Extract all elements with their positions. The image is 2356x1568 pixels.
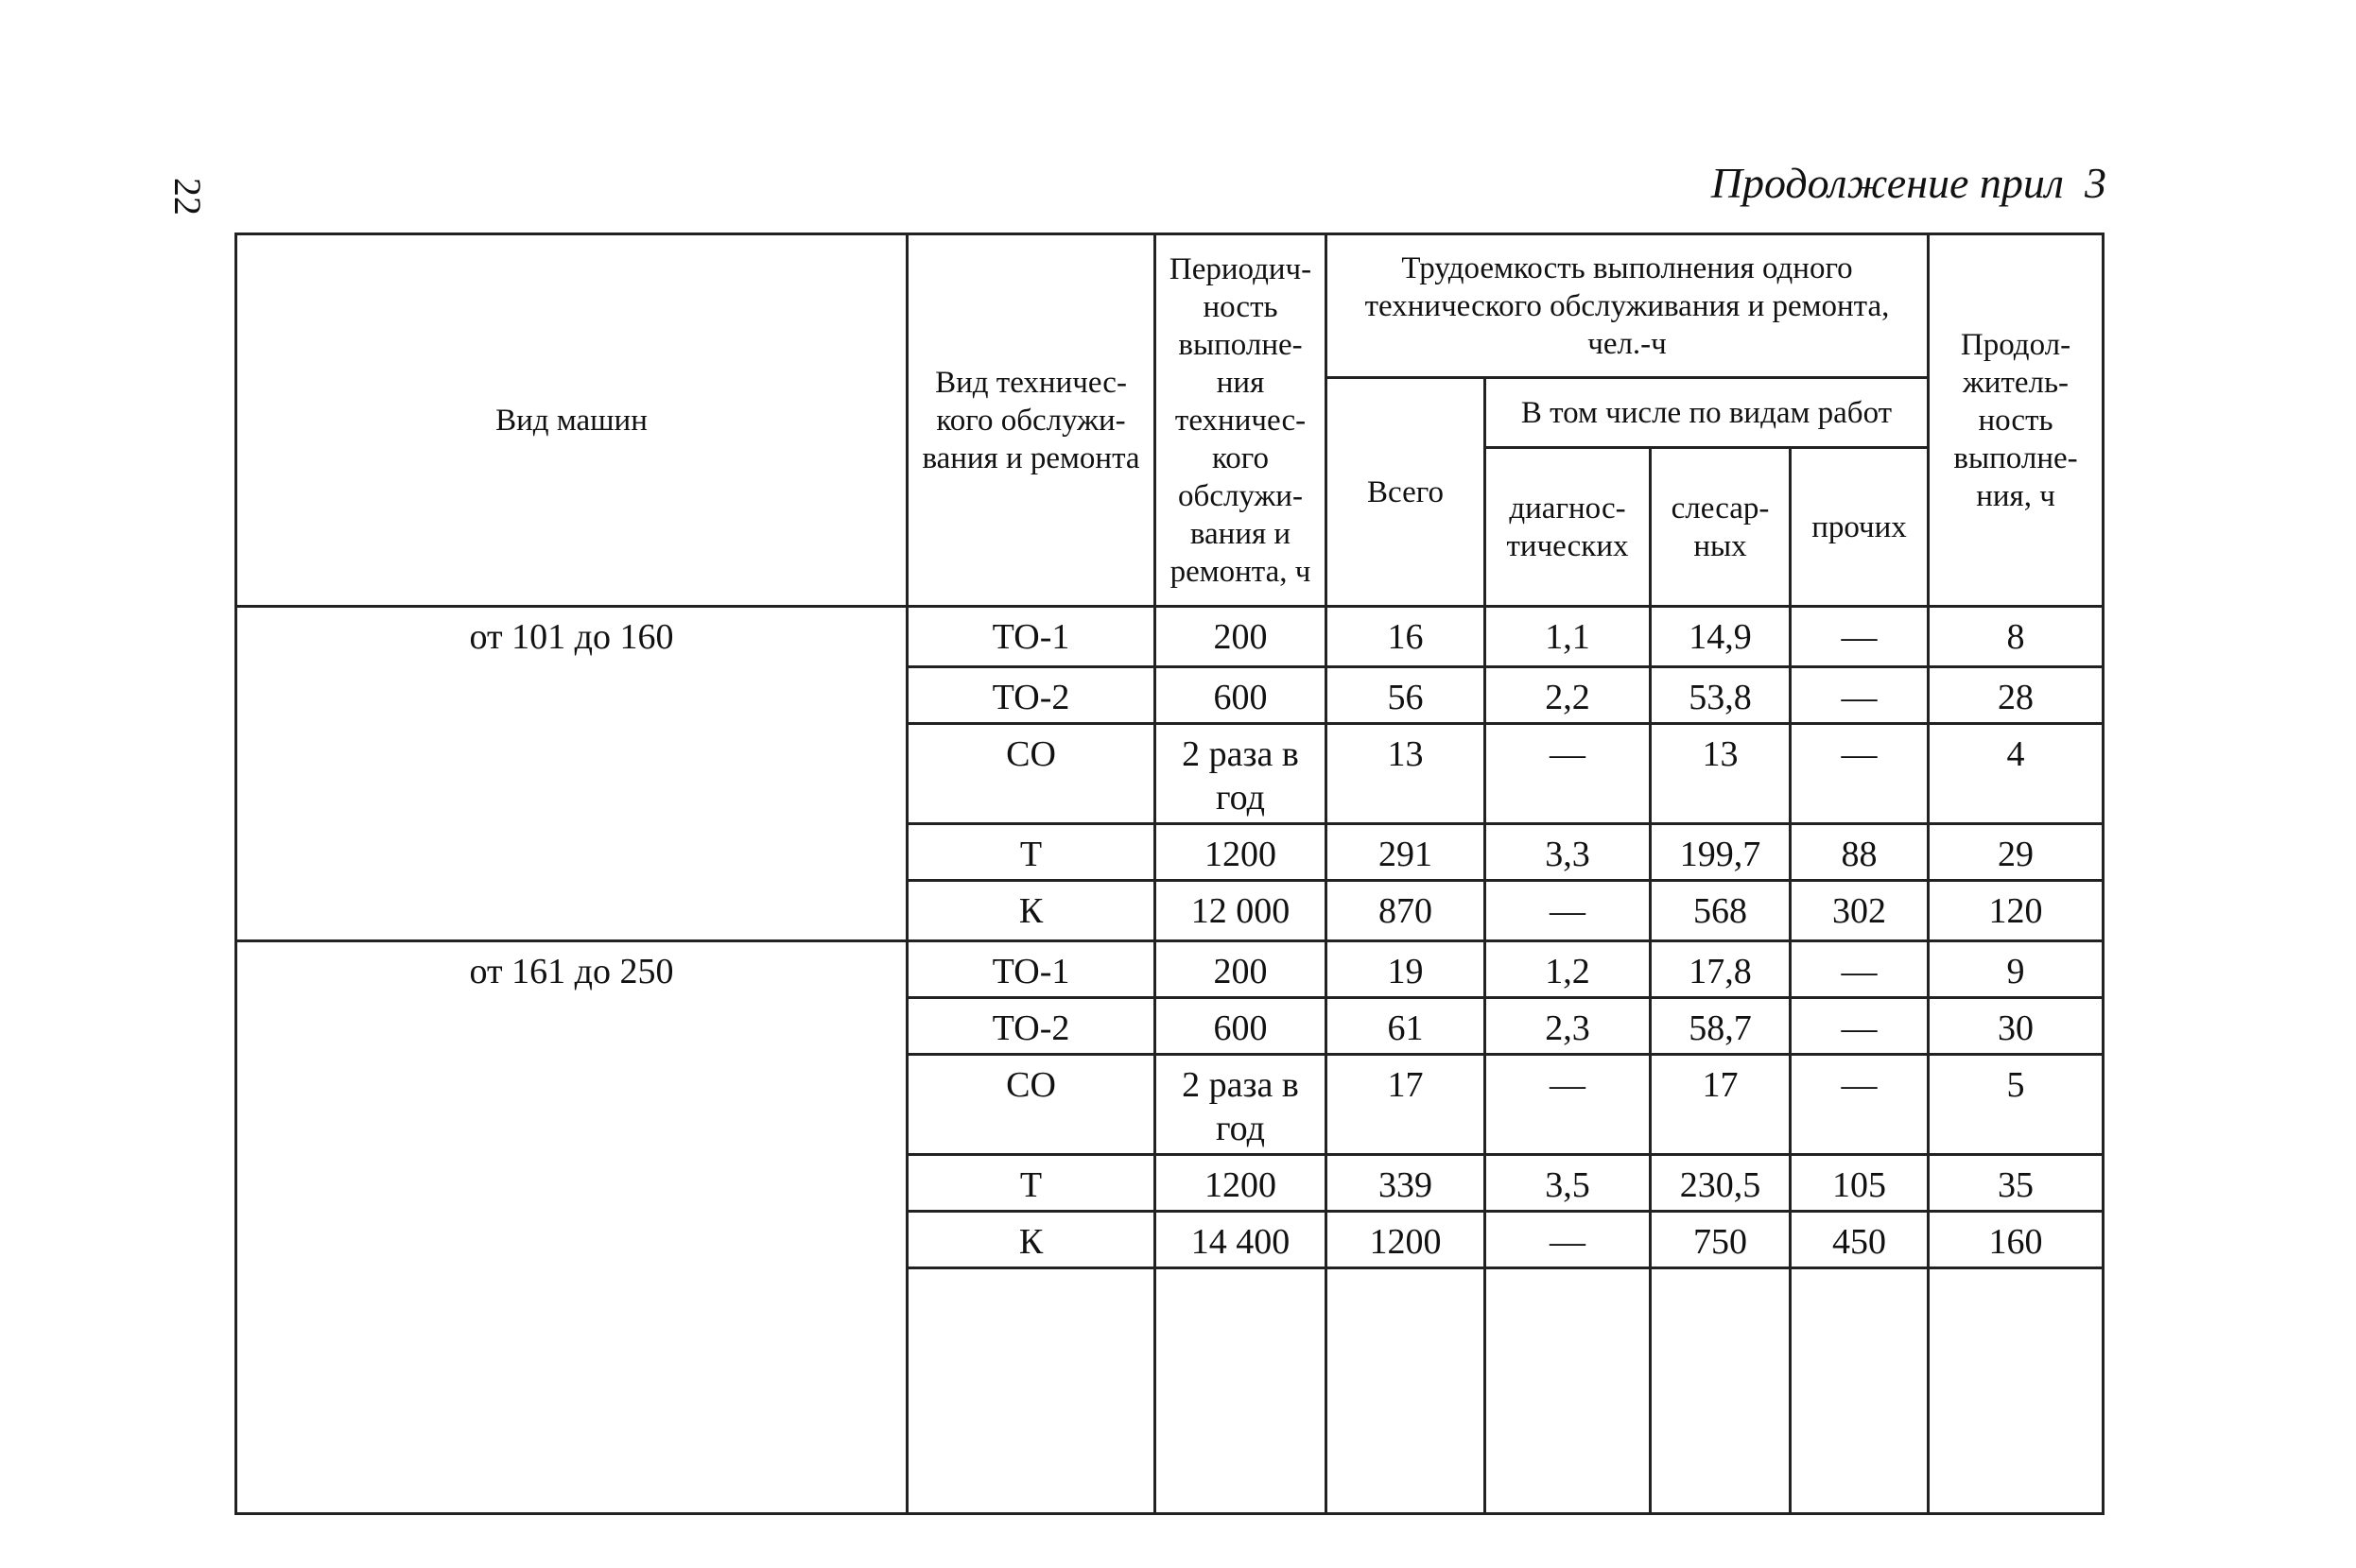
- header-periodicity: Периодич-ность выполне-ния техничес-кого обслужи-вания и ремонта, ч: [1155, 234, 1326, 607]
- locksmith-cell: 230,5: [1651, 1155, 1791, 1212]
- periodicity-cell: 600: [1155, 998, 1326, 1055]
- periodicity-cell: 2 раза в год: [1155, 724, 1326, 824]
- locksmith-cell: 13: [1651, 724, 1791, 824]
- locksmith-cell: 568: [1651, 881, 1791, 941]
- diagnostic-cell: 2,3: [1485, 998, 1651, 1055]
- periodicity-cell: 14 400: [1155, 1212, 1326, 1268]
- other-cell: 302: [1791, 881, 1929, 941]
- diagnostic-cell: —: [1485, 881, 1651, 941]
- diagnostic-cell: 1,2: [1485, 941, 1651, 998]
- locksmith-cell: 58,7: [1651, 998, 1791, 1055]
- header-diagnostic: диагнос-тических: [1485, 448, 1651, 607]
- total-cell: 19: [1326, 941, 1485, 998]
- other-cell: —: [1791, 607, 1929, 667]
- header-service-type: Вид техничес-кого обслужи-вания и ремонта: [908, 234, 1155, 607]
- table-row: [236, 607, 2104, 667]
- total-cell: 61: [1326, 998, 1485, 1055]
- duration-cell: 29: [1929, 824, 2104, 881]
- periodicity-cell: 1200: [1155, 1155, 1326, 1212]
- duration-cell: 9: [1929, 941, 2104, 998]
- service-cell: ТО-2: [908, 667, 1155, 724]
- other-cell: 450: [1791, 1212, 1929, 1268]
- running-head: [1711, 155, 2106, 212]
- other-cell: 88: [1791, 824, 1929, 881]
- total-cell: 13: [1326, 724, 1485, 824]
- other-cell: —: [1791, 667, 1929, 724]
- total-cell: 56: [1326, 667, 1485, 724]
- diagnostic-cell: 3,3: [1485, 824, 1651, 881]
- service-cell: СО: [908, 1055, 1155, 1155]
- other-cell: 105: [1791, 1155, 1929, 1212]
- table-row: [236, 941, 2104, 998]
- header-total: Всего: [1326, 378, 1485, 607]
- running-head-text: Продолжение прил: [1710, 159, 2064, 207]
- maintenance-table: [234, 233, 2105, 1515]
- service-cell: К: [908, 881, 1155, 941]
- empty-cell: [1326, 1268, 1485, 1514]
- duration-cell: 35: [1929, 1155, 2104, 1212]
- diagnostic-cell: —: [1485, 1212, 1651, 1268]
- service-cell: Т: [908, 1155, 1155, 1212]
- duration-cell: 30: [1929, 998, 2104, 1055]
- duration-cell: 28: [1929, 667, 2104, 724]
- empty-cell: [1485, 1268, 1651, 1514]
- machine-type-cell: от 101 до 160: [236, 607, 908, 941]
- locksmith-cell: 199,7: [1651, 824, 1791, 881]
- empty-cell: [1929, 1268, 2104, 1514]
- duration-cell: 4: [1929, 724, 2104, 824]
- duration-cell: 120: [1929, 881, 2104, 941]
- locksmith-cell: 750: [1651, 1212, 1791, 1268]
- periodicity-cell: 200: [1155, 607, 1326, 667]
- periodicity-cell: 1200: [1155, 824, 1326, 881]
- locksmith-cell: 53,8: [1651, 667, 1791, 724]
- running-head-number: 3: [2085, 159, 2106, 207]
- header-locksmith: слесар-ных: [1651, 448, 1791, 607]
- total-cell: 339: [1326, 1155, 1485, 1212]
- header-subgroup: В том числе по видам работ: [1485, 378, 1929, 448]
- header-labor-group: Трудоемкость выполнения одного технического обслуживания и ремонта, чел.-ч: [1326, 234, 1929, 378]
- other-cell: —: [1791, 941, 1929, 998]
- duration-cell: 8: [1929, 607, 2104, 667]
- diagnostic-cell: 1,1: [1485, 607, 1651, 667]
- empty-cell: [908, 1268, 1155, 1514]
- diagnostic-cell: —: [1485, 1055, 1651, 1155]
- duration-cell: 160: [1929, 1212, 2104, 1268]
- periodicity-cell: 2 раза в год: [1155, 1055, 1326, 1155]
- diagnostic-cell: 2,2: [1485, 667, 1651, 724]
- locksmith-cell: 17: [1651, 1055, 1791, 1155]
- locksmith-cell: 17,8: [1651, 941, 1791, 998]
- machine-type-cell: от 161 до 250: [236, 941, 908, 1514]
- header-duration: Продол-житель-ность выполне-ния, ч: [1929, 234, 2104, 607]
- other-cell: —: [1791, 1055, 1929, 1155]
- header-other: прочих: [1791, 448, 1929, 607]
- total-cell: 17: [1326, 1055, 1485, 1155]
- duration-cell: 5: [1929, 1055, 2104, 1155]
- page-number: 22: [166, 178, 209, 215]
- total-cell: 16: [1326, 607, 1485, 667]
- service-cell: ТО-2: [908, 998, 1155, 1055]
- header-machine-type: Вид машин: [236, 234, 908, 607]
- diagnostic-cell: —: [1485, 724, 1651, 824]
- periodicity-cell: 12 000: [1155, 881, 1326, 941]
- total-cell: 1200: [1326, 1212, 1485, 1268]
- empty-cell: [1791, 1268, 1929, 1514]
- locksmith-cell: 14,9: [1651, 607, 1791, 667]
- service-cell: К: [908, 1212, 1155, 1268]
- periodicity-cell: 200: [1155, 941, 1326, 998]
- periodicity-cell: 600: [1155, 667, 1326, 724]
- diagnostic-cell: 3,5: [1485, 1155, 1651, 1212]
- service-cell: ТО-1: [908, 607, 1155, 667]
- empty-cell: [1155, 1268, 1326, 1514]
- service-cell: ТО-1: [908, 941, 1155, 998]
- table-body: [236, 607, 2104, 1514]
- total-cell: 870: [1326, 881, 1485, 941]
- service-cell: Т: [908, 824, 1155, 881]
- service-cell: СО: [908, 724, 1155, 824]
- other-cell: —: [1791, 724, 1929, 824]
- other-cell: —: [1791, 998, 1929, 1055]
- total-cell: 291: [1326, 824, 1485, 881]
- empty-cell: [1651, 1268, 1791, 1514]
